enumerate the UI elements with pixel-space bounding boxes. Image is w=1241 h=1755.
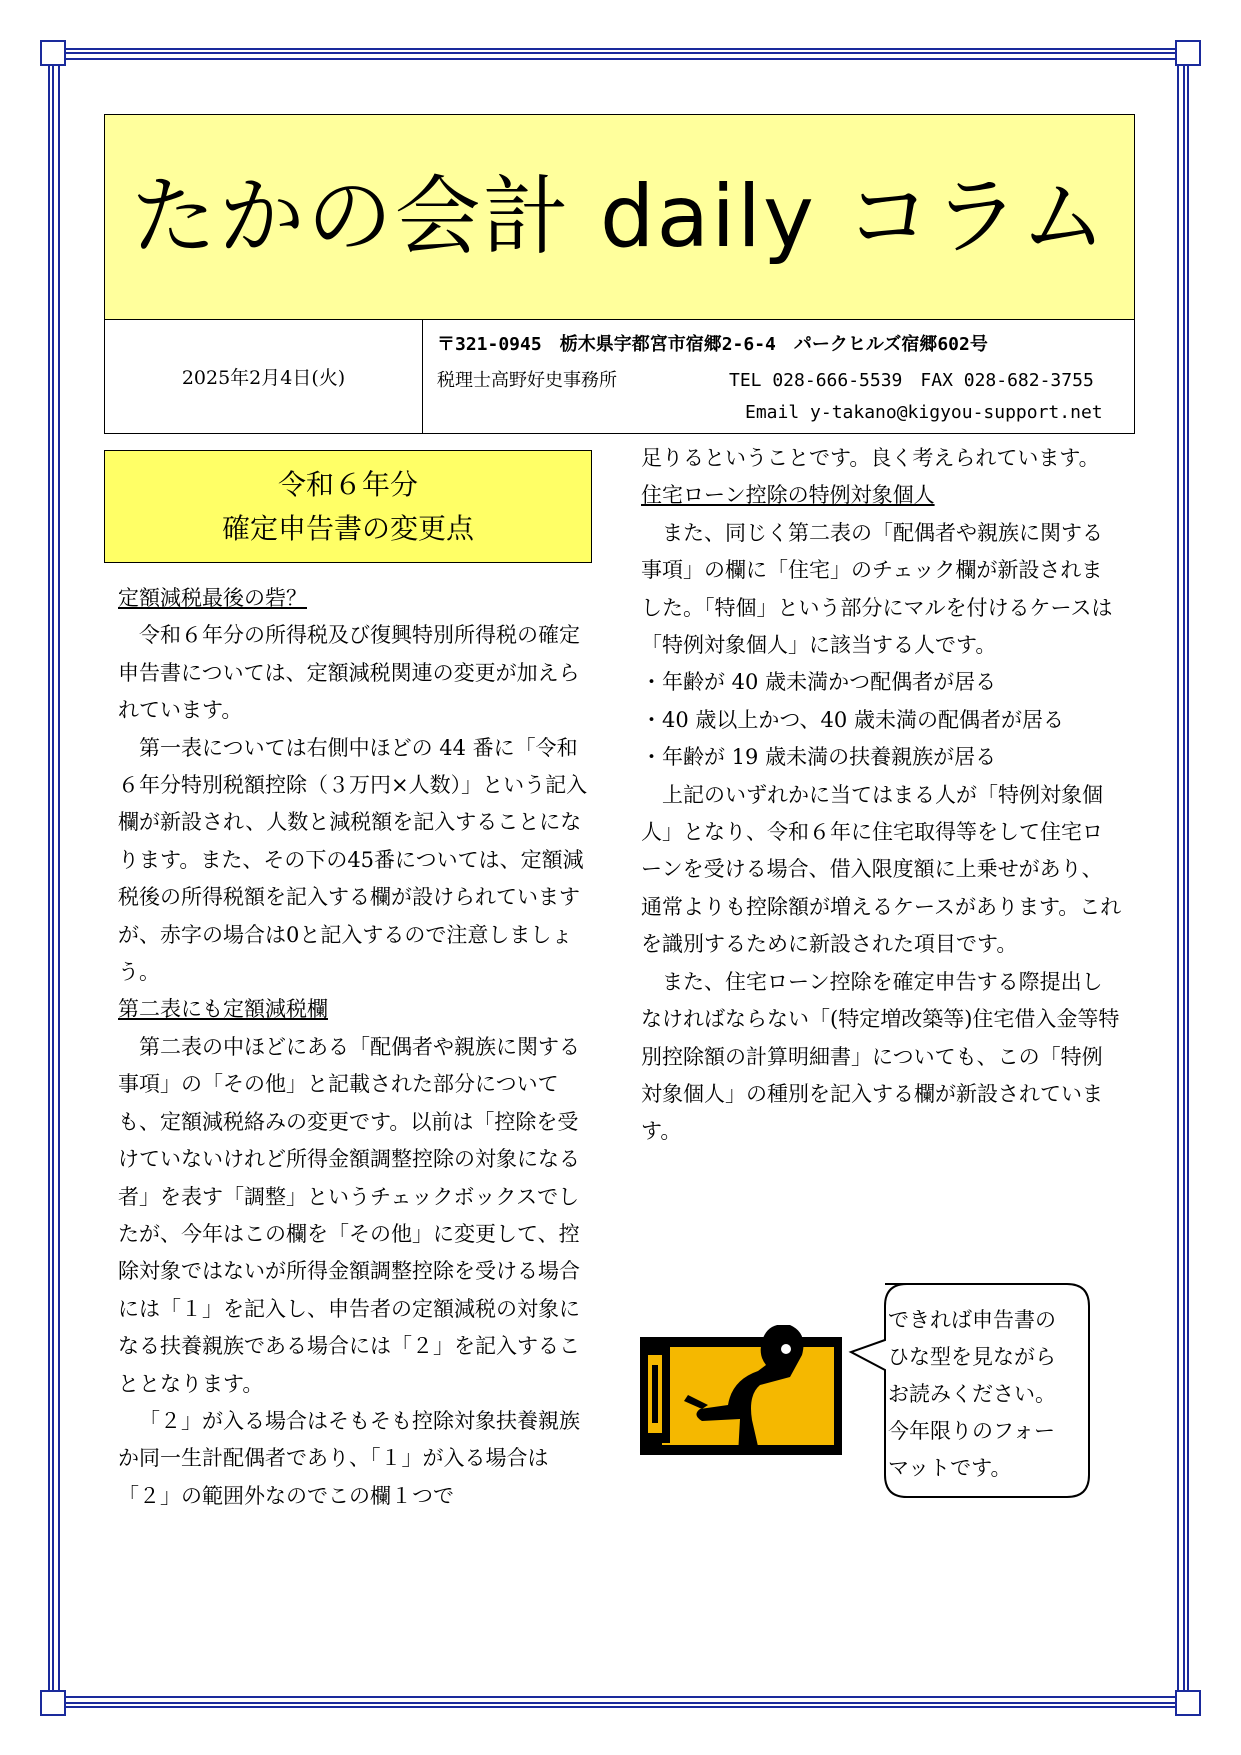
article-headline: [104, 450, 592, 563]
paragraph-continued: 足りるということです。良く考えられています。: [641, 446, 1100, 470]
page-title: たかの会計 daily コラム: [130, 167, 1109, 267]
border-corner-bottom-right: [1175, 1690, 1201, 1716]
office-contact-line: [437, 366, 1094, 392]
section-heading-1: 定額減税最後の砦？: [118, 586, 307, 610]
paragraph-5: また、同じく第二表の「配偶者や親族に関する事項」の欄に「住宅」のチェック欄が新設されました。「特個」という部分にマルを付けるケースは「特例対象個人」に該当する人です。: [641, 520, 1113, 658]
bullet-item: ・年齢が 40 歳未満かつ配偶者が居る: [641, 670, 997, 695]
email-address: Email y-takano@kigyou-support.net: [745, 402, 1103, 423]
paragraph-7: また、住宅ローン控除を確定申告する際提出しなければならない「(特定増改築等)住宅借入金等特別控除額の計算明細書」についても、この「特例対象個人」の種別を記入する欄が新設されています。: [641, 969, 1120, 1144]
speech-bubble-text: [888, 1302, 1098, 1487]
businessman-reading-illustration-icon: [640, 1325, 842, 1455]
headline-line-2: 確定申告書の変更点: [221, 511, 474, 545]
office-name: 税理士高野好史事務所: [437, 370, 617, 391]
bubble-line: お読みください。: [888, 1382, 1056, 1406]
border-corner-bottom-left: [40, 1690, 66, 1716]
paragraph-3: 第二表の中ほどにある「配偶者や親族に関する事項」の「その他」と記載された部分についても、定額減税絡みの変更です。以前は「控除を受けていないけれど所得金額調整控除の対象になる者」を表す「調整」というチェックボックスでしたが、今年はこの欄を「その他」に変更して、控除対象ではないが所得金額調整控除を受ける場合には「１」を記入し、申告者の定額減税の対象になる扶養親族である場合には「２」を記入することとなります。: [118, 1034, 580, 1396]
paragraph-1: 令和６年分の所得税及び復興特別所得税の確定申告書については、定額減税関連の変更が加えられています。: [118, 623, 580, 723]
postal-address: 〒321-0945 栃木県宇都宮市宿郷2-6-4 パークヒルズ宿郷602号: [437, 334, 988, 355]
border-corner-top-right: [1175, 40, 1201, 66]
paragraph-6: 上記のいずれかに当てはまる人が「特例対象個人」となり、令和６年に住宅取得等をして住宅ローンを受ける場合、借入限度額に上乗せがあり、通常よりも控除額が増えるケースがあります。これを識別するために新設された項目です。: [641, 782, 1122, 957]
section-heading-2: 第二表にも定額減税欄: [118, 997, 328, 1022]
border-corner-top-left: [40, 40, 66, 66]
title-band: [105, 115, 1134, 320]
masthead: [104, 114, 1135, 434]
issue-date: 2025年2月4日(火): [105, 320, 423, 433]
bullet-item: ・年齢が 19 歳未満の扶養親族が居る: [641, 745, 997, 770]
bubble-line: できれば申告書の: [888, 1308, 1056, 1332]
contact-block: [423, 320, 1134, 433]
bubble-line: 今年限りのフォー: [888, 1419, 1055, 1443]
headline-line-1: 令和６年分: [277, 467, 418, 501]
paragraph-2: 第一表については右側中ほどの 44 番に「令和６年分特別税額控除（３万円×人数）」という記入欄が新設され、人数と減税額を記入することになります。また、その下の45番については、定額減税後の所得税額を記入する欄が設けられていますが、赤字の場合は0と記入するので注意しましょう。: [118, 735, 588, 985]
bubble-line: マットです。: [888, 1456, 1012, 1480]
paragraph-4: 「２」が入る場合はそもそも控除対象扶養親族か同一生計配偶者であり、「１」が入る場合は「２」の範囲外なのでこの欄１つで: [118, 1408, 580, 1508]
left-column: [118, 580, 598, 1515]
right-column: [641, 440, 1123, 1151]
tel-fax: TEL 028-666-5539 FAX 028-682-3755: [729, 370, 1094, 391]
section-heading-3: 住宅ローン控除の特例対象個人: [641, 483, 935, 508]
bubble-line: ひな型を見ながら: [888, 1345, 1056, 1369]
bullet-item: ・40 歳以上かつ、40 歳未満の配偶者が居る: [641, 707, 1064, 732]
